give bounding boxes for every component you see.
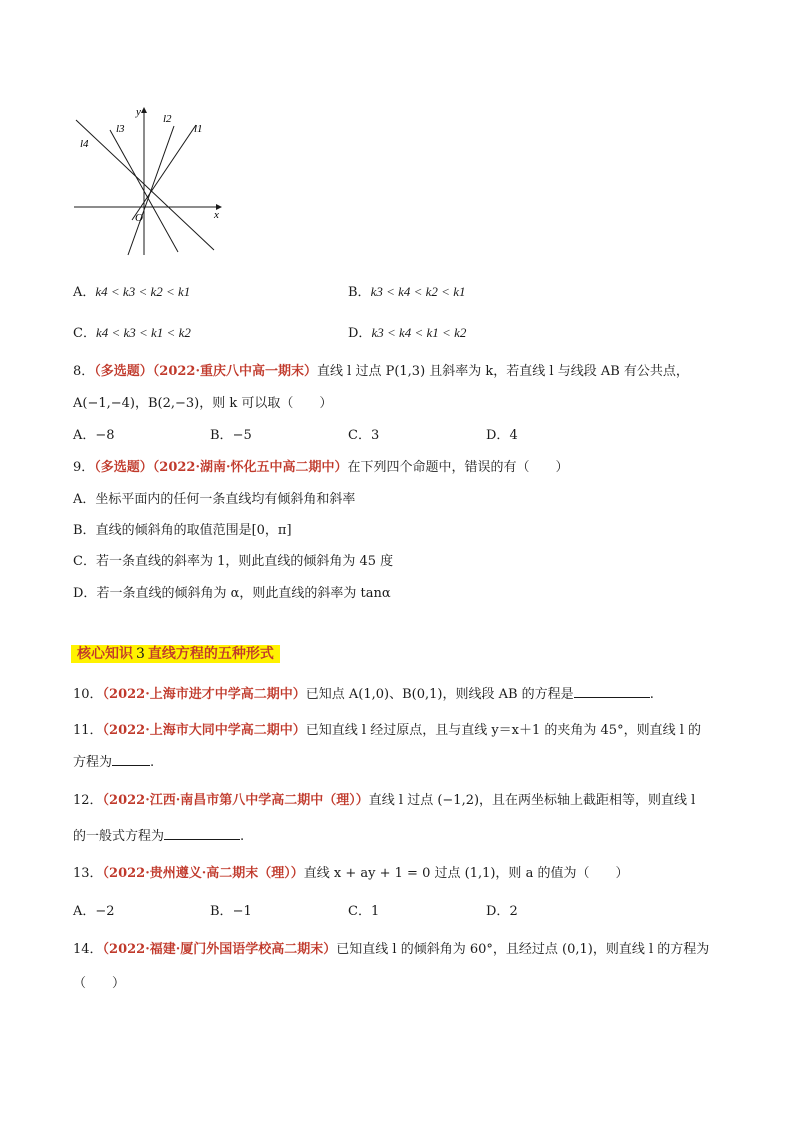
q9-option-a[interactable]: A．坐标平面内的任何一条直线均有倾斜角和斜率 <box>73 492 356 507</box>
q13-option-c[interactable]: C．1 <box>348 904 380 919</box>
q12: 12．（2022·江西·南昌市第八中学高二期中（理））直线 l 过点 (−1,2)，且在两坐标轴上截距相等，则直线 l <box>73 793 696 808</box>
q10: 10．（2022·上海市进才中学高二期中）已知点 A(1,0)、B(0,1)，则线段 AB 的方程是 . <box>73 687 654 702</box>
q7-option-b[interactable]: B．k3 < k4 < k2 < k1 <box>348 284 466 300</box>
label-l4: l4 <box>80 138 89 150</box>
q13: 13．（2022·贵州遵义·高二期末（理））直线 x + ay + 1 = 0 过点 (1,1)，则 a 的值为（ ） <box>73 866 629 881</box>
q13-option-b[interactable]: B．−1 <box>210 904 252 919</box>
q12-answer-blank[interactable] <box>164 827 240 840</box>
q8-option-d[interactable]: D．4 <box>486 428 518 443</box>
q9-option-b[interactable]: B．直线的倾斜角的取值范围是[0，π] <box>73 523 292 538</box>
label-l2: l2 <box>163 113 172 125</box>
q12-source: （2022·江西·南昌市第八中学高二期中（理）） <box>102 793 369 808</box>
q13-option-d[interactable]: D．2 <box>486 904 518 919</box>
q8-option-b[interactable]: B．−5 <box>210 428 252 443</box>
q11: 11．（2022·上海市大同中学高二期中）已知直线 l 经过原点，且与直线 y＝x＋1 的夹角为 45°，则直线 l 的 <box>73 723 701 738</box>
q14-line2: （ ） <box>73 976 126 991</box>
q9-stem: 9．（多选题）（2022·湖南·怀化五中高二期中）在下列四个命题中，错误的有（ ） <box>73 460 569 475</box>
q14: 14．（2022·福建·厦门外国语学校高二期末）已知直线 l 的倾斜角为 60°，且经过点 (0,1)，则直线 l 的方程为 <box>73 942 710 957</box>
q11-source: （2022·上海市大同中学高二期中） <box>102 723 306 738</box>
q8-option-c[interactable]: C．3 <box>348 428 380 443</box>
q7-option-d-text: k3 < k4 < k1 < k2 <box>371 325 467 340</box>
q8-stem-line1: 8．（多选题）（2022·重庆八中高一期末）直线 l 过点 P(1,3) 且斜率为 k，若直线 l 与线段 AB 有公共点， <box>73 364 689 379</box>
q7-option-c-text: k4 < k3 < k1 < k2 <box>95 325 191 340</box>
q8-source: （2022·重庆八中高一期末） <box>152 364 318 379</box>
x-axis-label: x <box>214 209 219 221</box>
q8-stem-line2: A(−1,−4)，B(2,−3)，则 k 可以取（ ） <box>73 396 333 411</box>
q7-option-a[interactable]: A．k4 < k3 < k2 < k1 <box>73 284 191 300</box>
q9-option-c[interactable]: C．若一条直线的斜率为 1，则此直线的倾斜角为 45 度 <box>73 554 394 569</box>
label-l3: l3 <box>116 123 125 135</box>
q7-option-a-text: k4 < k3 < k2 < k1 <box>95 284 191 299</box>
q14-source: （2022·福建·厦门外国语学校高二期末） <box>102 942 337 957</box>
q13-option-a[interactable]: A．−2 <box>73 904 115 919</box>
line-l4 <box>76 120 214 250</box>
line-l1 <box>132 125 196 220</box>
label-l1: l1 <box>194 123 203 135</box>
q12-line2: 的一般式方程为 . <box>73 829 245 844</box>
q7-option-b-text: k3 < k4 < k2 < k1 <box>370 284 466 299</box>
q9-source: （2022·湖南·怀化五中高二期中） <box>152 460 348 475</box>
q7-option-d[interactable]: D．k3 < k4 < k1 < k2 <box>348 325 467 341</box>
q7-option-c[interactable]: C．k4 < k3 < k1 < k2 <box>73 325 191 341</box>
q11-answer-blank[interactable] <box>112 753 150 766</box>
q10-answer-blank[interactable] <box>574 685 650 698</box>
q9-option-d[interactable]: D．若一条直线的倾斜角为 α，则此直线的斜率为 tanα <box>73 586 391 601</box>
origin-label: O <box>135 212 143 224</box>
section-header: 核心知识 3 直线方程的五种形式 <box>71 643 280 663</box>
q10-source: （2022·上海市进才中学高二期中） <box>102 687 306 702</box>
q8-option-a[interactable]: A．−8 <box>73 428 115 443</box>
slope-figure <box>66 100 231 260</box>
q13-source: （2022·贵州遵义·高二期末（理）） <box>102 866 304 881</box>
q11-line2: 方程为 . <box>73 755 155 770</box>
y-axis-label: y <box>136 106 141 118</box>
